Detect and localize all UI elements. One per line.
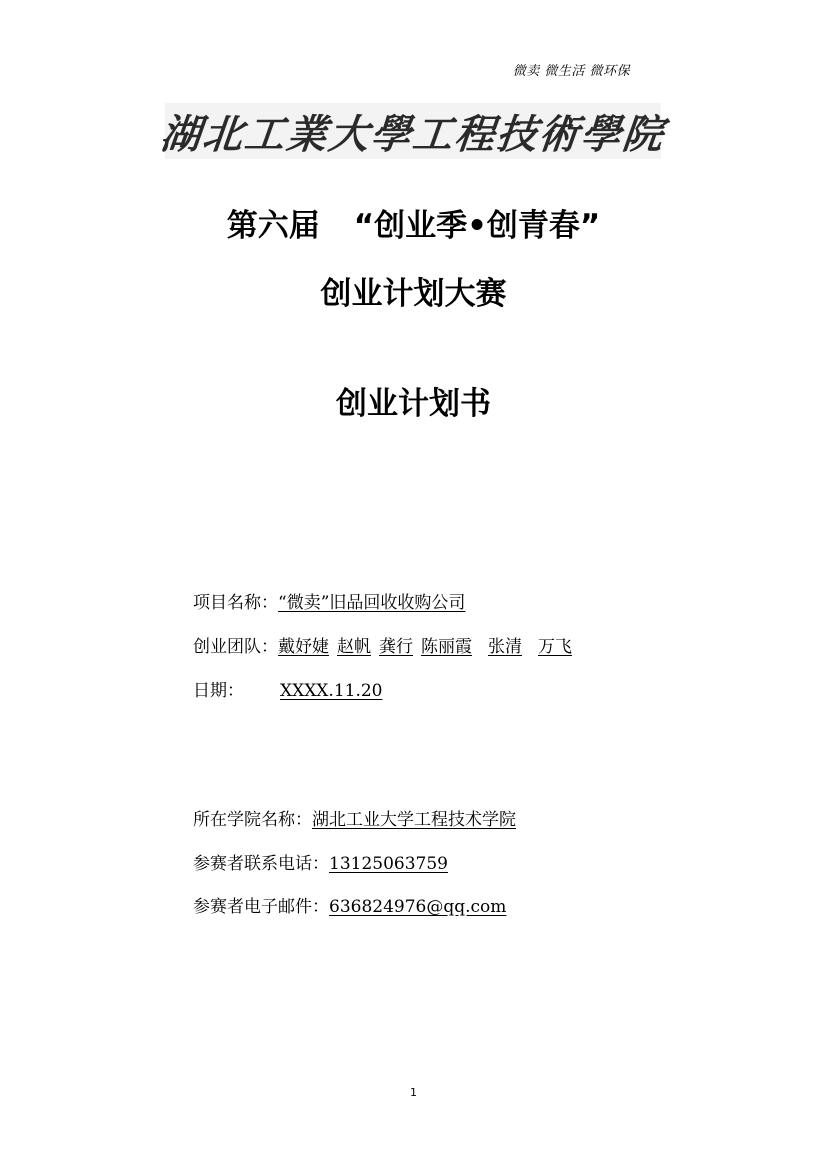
email-label: 参赛者电子邮件： <box>193 897 329 917</box>
team-member: 戴妤婕 <box>278 637 329 657</box>
phone-value: 13125063759 <box>329 854 448 874</box>
team-label: 创业团队： <box>193 637 278 657</box>
college-value: 湖北工业大学工程技术学院 <box>312 810 516 830</box>
page-number: 1 <box>410 1086 417 1099</box>
project-name-value: “微卖”旧品回收收购公司 <box>278 593 466 613</box>
competition-edition: 第六届 <box>226 208 320 244</box>
competition-subtitle: 创业计划大赛 <box>320 276 507 312</box>
date-row <box>193 676 382 701</box>
email-row <box>193 892 506 917</box>
competition-slogan: “创业季•创青春” <box>353 208 601 244</box>
team-member: 陈丽霞 <box>421 637 472 657</box>
college-row <box>193 805 516 830</box>
project-name-row <box>193 588 465 613</box>
project-name-label: 项目名称： <box>193 593 278 613</box>
date-label: 日期： <box>193 681 244 701</box>
document-title: 创业计划书 <box>336 386 491 422</box>
competition-title <box>0 200 827 245</box>
institution-logo-banner <box>158 103 668 159</box>
team-members <box>278 637 572 657</box>
college-label: 所在学院名称： <box>193 810 312 830</box>
phone-row <box>193 849 448 874</box>
institution-logo-text: 湖北工業大學工程技術學院 <box>158 110 668 158</box>
team-member: 万飞 <box>538 637 572 657</box>
header-slogan: 微卖 微生活 微环保 <box>512 64 630 79</box>
phone-label: 参赛者联系电话： <box>193 854 329 874</box>
team-member: 赵帆 <box>337 637 371 657</box>
email-value: 636824976@qq.com <box>329 897 507 917</box>
team-member: 张清 <box>488 637 522 657</box>
team-member: 龚行 <box>379 637 413 657</box>
team-row <box>193 632 572 657</box>
date-value: XXXX.11.20 <box>280 681 383 701</box>
